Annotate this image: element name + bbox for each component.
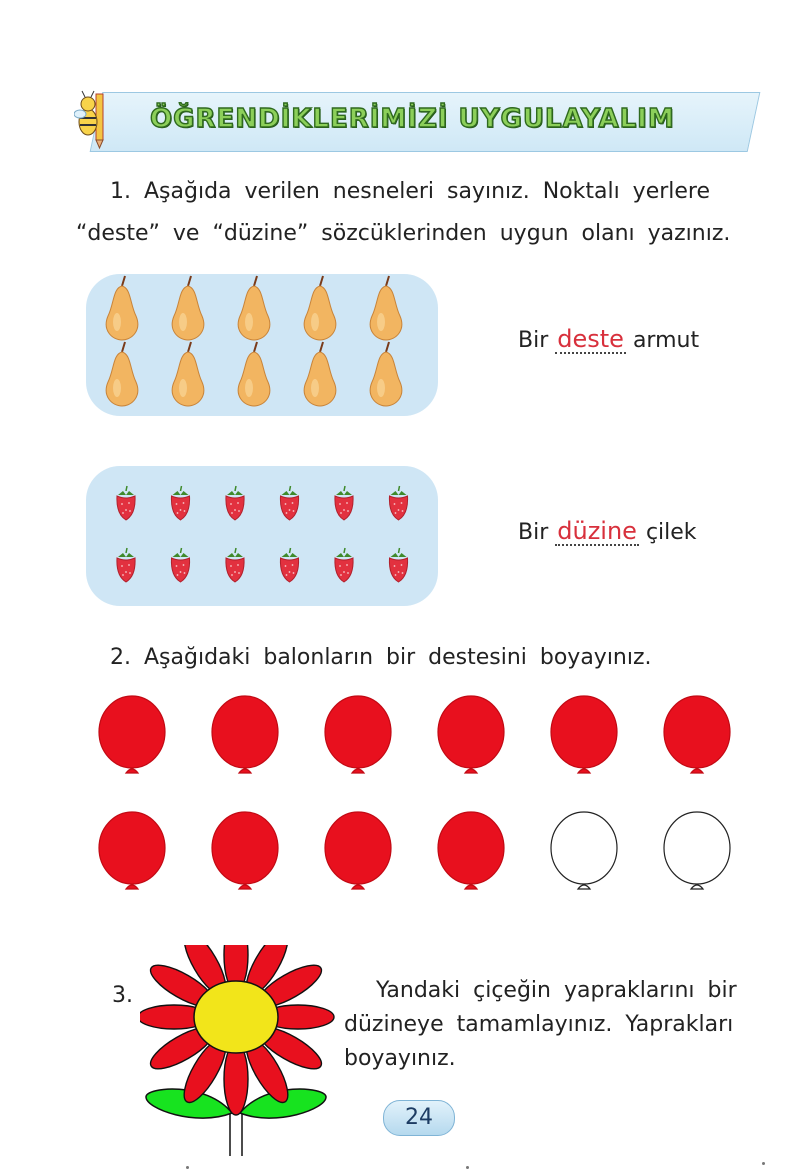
q1-instruction-2: “deste” ve “düzine” sözcüklerinden uygun olanı yazınız. <box>76 221 731 246</box>
balloon-colored[interactable] <box>551 696 617 773</box>
pear-icon <box>106 276 138 340</box>
pear-icon <box>370 276 402 340</box>
strawberries-answer-field[interactable]: düzine <box>557 517 637 545</box>
q2-number: 2. <box>110 645 131 670</box>
strawberry-group <box>86 466 438 606</box>
pear-icon <box>106 342 138 406</box>
pear-icon <box>238 342 270 406</box>
balloon-colored[interactable] <box>99 812 165 889</box>
flower-illustration <box>140 945 340 1156</box>
strawberry-icon <box>117 548 135 582</box>
strawberry-icon <box>389 486 407 520</box>
balloon-colored[interactable] <box>325 812 391 889</box>
strawberry-icon <box>280 548 298 582</box>
page-number: 24 <box>383 1100 455 1136</box>
strawberry-icon <box>335 486 353 520</box>
strawberry-icon <box>171 548 189 582</box>
pears-answer-field[interactable]: deste <box>557 325 624 353</box>
q1-instruction-1: Aşağıda verilen nesneleri sayınız. Noktalı yerlere <box>144 179 711 204</box>
strawberry-icon <box>226 548 244 582</box>
q3-instruction-1: Yandaki çiçeğin yapraklarını bir <box>376 978 737 1003</box>
q3-instruction-3: boyayınız. <box>344 1046 456 1071</box>
page-title: ÖĞRENDİKLERİMİZİ UYGULAYALIM <box>150 104 675 134</box>
balloon-empty[interactable] <box>664 812 730 889</box>
balloon-empty[interactable] <box>551 812 617 889</box>
flower-petal[interactable] <box>224 1043 248 1115</box>
answer-prefix: Bir <box>518 328 549 353</box>
q1-number: 1. <box>110 179 131 204</box>
strawberry-icon <box>171 486 189 520</box>
pear-icon <box>304 342 336 406</box>
q2-instruction: Aşağıdaki balonların bir destesini boyayınız. <box>144 645 652 670</box>
strawberry-icon <box>280 486 298 520</box>
pear-icon <box>172 276 204 340</box>
balloon-colored[interactable] <box>664 696 730 773</box>
strawberry-icon <box>117 486 135 520</box>
q2-line <box>110 636 652 680</box>
balloon-colored[interactable] <box>438 812 504 889</box>
q1-line1 <box>110 170 750 214</box>
pear-icon <box>238 276 270 340</box>
balloon-colored[interactable] <box>212 696 278 773</box>
answer-prefix: Bir <box>518 520 549 545</box>
pear-icon <box>172 342 204 406</box>
balloon-colored[interactable] <box>99 696 165 773</box>
balloon-grid <box>90 690 750 900</box>
bee-pencil-icon <box>74 88 114 152</box>
q1-answer-pears <box>518 326 699 354</box>
q3-instruction-2: düzineye tamamlayınız. Yaprakları <box>344 1012 734 1037</box>
q1-answer-strawberries <box>518 518 697 546</box>
strawberry-icon <box>226 486 244 520</box>
q3-instruction <box>344 974 754 1076</box>
pear-group <box>86 274 438 416</box>
pear-icon <box>304 276 336 340</box>
flower-center <box>194 981 278 1053</box>
balloon-colored[interactable] <box>438 696 504 773</box>
scan-speck <box>466 1166 469 1169</box>
scan-speck <box>762 1162 765 1165</box>
balloon-colored[interactable] <box>212 812 278 889</box>
strawberry-icon <box>389 548 407 582</box>
scan-speck <box>186 1166 189 1169</box>
strawberry-icon <box>335 548 353 582</box>
answer-suffix: armut <box>632 328 700 353</box>
pear-icon <box>370 342 402 406</box>
balloon-colored[interactable] <box>325 696 391 773</box>
q3-number: 3. <box>112 983 133 1008</box>
answer-suffix: çilek <box>645 520 697 545</box>
